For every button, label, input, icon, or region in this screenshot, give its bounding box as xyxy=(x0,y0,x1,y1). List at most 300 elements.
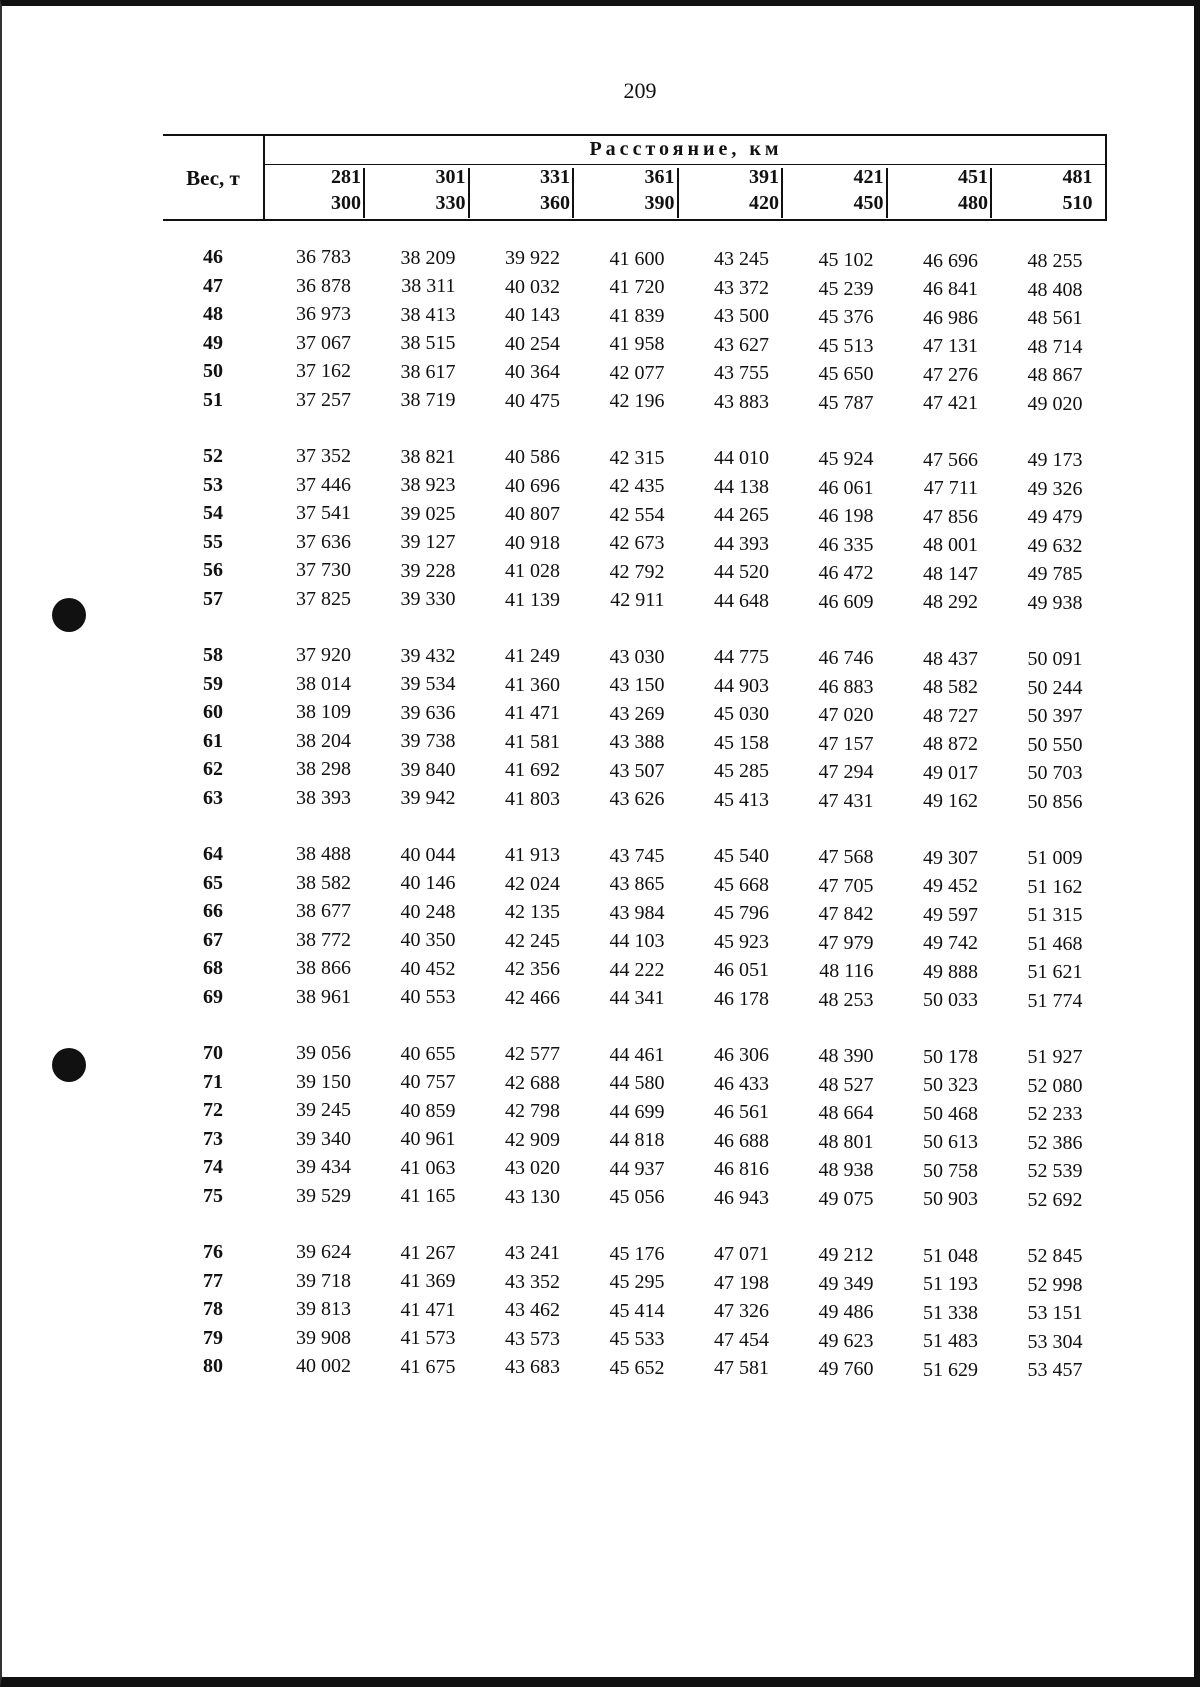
weight-cell: 65 xyxy=(203,871,223,894)
value-cell: 39 025 xyxy=(400,502,456,525)
weight-cell: 57 xyxy=(203,587,223,610)
value-cell: 42 688 xyxy=(505,1071,560,1094)
value-cell: 44 903 xyxy=(714,674,769,697)
value-cell: 50 323 xyxy=(923,1074,978,1097)
table-row xyxy=(163,673,1107,702)
value-cell: 51 629 xyxy=(923,1358,978,1381)
value-cell: 44 775 xyxy=(714,646,769,669)
table-row xyxy=(163,502,1107,531)
distance-column-header xyxy=(892,166,996,219)
value-cell: 48 408 xyxy=(1027,278,1083,301)
value-cell: 38 109 xyxy=(296,701,351,723)
value-cell: 45 540 xyxy=(714,845,769,868)
value-cell: 47 326 xyxy=(714,1300,769,1323)
value-cell: 49 020 xyxy=(1027,392,1083,415)
value-cell: 38 393 xyxy=(296,786,351,809)
value-cell: 49 938 xyxy=(1027,591,1083,614)
distance-underline xyxy=(265,164,1107,165)
value-cell: 43 573 xyxy=(505,1327,560,1350)
value-cell: 49 623 xyxy=(818,1329,874,1352)
value-cell: 44 265 xyxy=(714,504,769,527)
range-to: 510 xyxy=(1062,192,1093,214)
distance-column-header xyxy=(370,166,474,219)
value-cell: 41 249 xyxy=(505,645,560,668)
value-cell: 43 883 xyxy=(714,390,769,413)
value-cell: 41 600 xyxy=(609,247,665,270)
value-cell: 43 020 xyxy=(505,1157,560,1180)
value-cell: 52 998 xyxy=(1027,1273,1083,1296)
value-cell: 51 048 xyxy=(923,1244,978,1267)
value-cell: 46 561 xyxy=(714,1101,769,1124)
value-cell: 43 150 xyxy=(609,674,665,697)
value-cell: 47 581 xyxy=(714,1357,769,1380)
table-row xyxy=(163,1071,1107,1100)
value-cell: 50 244 xyxy=(1027,676,1083,699)
value-cell: 44 222 xyxy=(609,958,665,981)
value-cell: 42 909 xyxy=(505,1128,560,1151)
value-cell: 52 233 xyxy=(1027,1103,1083,1126)
value-cell: 42 135 xyxy=(505,901,560,924)
value-cell: 38 014 xyxy=(296,672,351,695)
table-row xyxy=(163,474,1107,503)
value-cell: 46 198 xyxy=(818,505,874,527)
value-cell: 37 162 xyxy=(296,360,351,382)
value-cell: 51 193 xyxy=(923,1273,978,1296)
row-group xyxy=(163,1241,1107,1384)
value-cell: 49 452 xyxy=(923,875,978,898)
value-cell: 42 792 xyxy=(609,560,665,583)
value-cell: 50 550 xyxy=(1027,733,1083,756)
value-cell: 45 787 xyxy=(818,391,874,414)
value-cell: 53 304 xyxy=(1027,1330,1083,1353)
punch-hole xyxy=(52,1048,86,1082)
value-cell: 41 139 xyxy=(505,588,560,611)
value-cell: 45 376 xyxy=(818,306,874,328)
value-cell: 40 248 xyxy=(400,900,456,923)
range-to: 390 xyxy=(644,192,675,214)
weight-cell: 47 xyxy=(203,274,223,297)
value-cell: 39 330 xyxy=(400,588,456,611)
value-cell: 42 673 xyxy=(609,532,665,555)
range-from: 481 xyxy=(1062,166,1093,188)
value-cell: 37 825 xyxy=(296,587,351,610)
distance-column-header xyxy=(579,166,683,219)
value-cell: 43 865 xyxy=(609,873,665,896)
weight-cell: 77 xyxy=(203,1269,223,1292)
value-cell: 53 151 xyxy=(1027,1302,1083,1325)
value-cell: 50 033 xyxy=(923,989,978,1012)
value-cell: 51 162 xyxy=(1027,875,1083,898)
value-cell: 39 432 xyxy=(400,644,456,667)
weight-cell: 61 xyxy=(203,729,223,752)
value-cell: 47 131 xyxy=(923,335,978,358)
value-cell: 39 056 xyxy=(296,1042,351,1064)
range-to: 360 xyxy=(540,192,570,214)
value-cell: 36 783 xyxy=(296,246,351,268)
distance-column-header xyxy=(265,166,369,219)
weight-cell: 80 xyxy=(203,1355,223,1377)
value-cell: 48 664 xyxy=(818,1102,874,1124)
value-cell: 38 821 xyxy=(400,445,456,468)
value-cell: 43 683 xyxy=(505,1356,560,1379)
value-cell: 47 198 xyxy=(714,1271,769,1294)
value-cell: 40 475 xyxy=(505,389,560,412)
value-cell: 52 539 xyxy=(1027,1160,1083,1183)
range-to: 330 xyxy=(435,192,466,214)
value-cell: 43 755 xyxy=(714,362,769,385)
range-to: 420 xyxy=(749,192,779,214)
table-row xyxy=(163,843,1107,872)
value-cell: 45 030 xyxy=(714,703,769,726)
value-cell: 37 067 xyxy=(296,331,351,354)
value-cell: 44 103 xyxy=(609,930,665,953)
value-cell: 37 446 xyxy=(296,473,351,496)
value-cell: 38 515 xyxy=(400,332,456,355)
value-cell: 45 923 xyxy=(714,930,769,953)
page-number: 209 xyxy=(623,78,657,103)
value-cell: 47 294 xyxy=(818,761,874,783)
weight-cell: 66 xyxy=(203,900,223,922)
table-row xyxy=(163,986,1107,1015)
table-row xyxy=(163,275,1107,304)
table-row xyxy=(163,360,1107,389)
value-cell: 52 692 xyxy=(1027,1188,1083,1211)
value-cell: 44 818 xyxy=(609,1129,665,1152)
column-tick xyxy=(781,168,783,218)
value-cell: 42 554 xyxy=(609,503,665,526)
value-cell: 45 668 xyxy=(714,873,769,896)
value-cell: 48 872 xyxy=(923,733,978,756)
value-cell: 47 071 xyxy=(714,1243,769,1266)
value-cell: 48 714 xyxy=(1027,335,1083,358)
value-cell: 48 390 xyxy=(818,1045,874,1067)
value-cell: 49 785 xyxy=(1027,563,1083,586)
weight-cell: 70 xyxy=(203,1042,223,1064)
value-cell: 47 276 xyxy=(923,363,978,386)
value-cell: 49 326 xyxy=(1027,477,1083,500)
value-cell: 38 923 xyxy=(400,474,456,497)
value-cell: 43 500 xyxy=(714,305,769,328)
column-tick xyxy=(677,168,679,218)
range-from: 281 xyxy=(331,166,361,188)
value-cell: 40 807 xyxy=(505,503,560,526)
value-cell: 47 157 xyxy=(818,732,874,755)
value-cell: 44 461 xyxy=(609,1043,665,1066)
value-cell: 37 352 xyxy=(296,445,351,467)
weight-cell: 71 xyxy=(203,1070,223,1093)
weight-cell: 52 xyxy=(203,445,223,467)
value-cell: 40 859 xyxy=(400,1099,456,1122)
weight-cell: 76 xyxy=(203,1241,223,1263)
value-cell: 40 757 xyxy=(400,1071,456,1094)
weight-cell: 55 xyxy=(203,530,223,553)
value-cell: 51 774 xyxy=(1027,989,1083,1012)
value-cell: 39 529 xyxy=(296,1184,351,1207)
range-from: 451 xyxy=(958,166,988,188)
value-cell: 48 292 xyxy=(923,591,978,614)
value-cell: 43 388 xyxy=(609,731,665,754)
value-cell: 38 866 xyxy=(296,957,351,979)
value-cell: 46 841 xyxy=(923,278,978,301)
value-cell: 49 212 xyxy=(818,1244,874,1266)
value-cell: 42 466 xyxy=(505,986,560,1009)
value-cell: 43 352 xyxy=(505,1270,560,1293)
value-cell: 43 245 xyxy=(714,248,769,271)
value-cell: 52 845 xyxy=(1027,1245,1083,1268)
weight-cell: 68 xyxy=(203,957,223,979)
distance-title: Расстояние, км xyxy=(589,138,783,160)
range-to: 450 xyxy=(853,192,884,214)
value-cell: 50 758 xyxy=(923,1159,978,1182)
value-cell: 51 315 xyxy=(1027,904,1083,927)
value-cell: 42 196 xyxy=(609,390,665,413)
value-cell: 50 178 xyxy=(923,1045,978,1068)
value-cell: 38 311 xyxy=(401,275,456,298)
value-cell: 41 581 xyxy=(505,730,560,753)
value-cell: 45 158 xyxy=(714,731,769,754)
value-cell: 39 434 xyxy=(296,1156,351,1178)
value-cell: 42 077 xyxy=(609,361,665,384)
value-cell: 43 745 xyxy=(609,844,665,867)
value-cell: 48 253 xyxy=(818,988,874,1011)
value-cell: 40 350 xyxy=(400,929,456,952)
value-cell: 46 816 xyxy=(714,1158,769,1181)
value-cell: 51 009 xyxy=(1027,847,1083,870)
value-cell: 48 255 xyxy=(1027,250,1083,273)
weight-cell: 54 xyxy=(203,502,223,524)
weight-cell: 63 xyxy=(203,786,223,809)
value-cell: 47 421 xyxy=(923,392,978,415)
punch-hole xyxy=(52,598,86,632)
value-cell: 40 961 xyxy=(400,1128,456,1151)
value-cell: 49 632 xyxy=(1027,534,1083,557)
weight-cell: 50 xyxy=(203,360,223,382)
table-header xyxy=(163,134,1107,221)
value-cell: 45 533 xyxy=(609,1328,665,1351)
value-cell: 39 624 xyxy=(296,1241,351,1263)
value-cell: 41 839 xyxy=(609,304,665,327)
value-cell: 46 472 xyxy=(818,562,874,584)
table-row xyxy=(163,332,1107,361)
value-cell: 45 295 xyxy=(609,1271,665,1294)
row-group xyxy=(163,843,1107,1014)
value-cell: 39 908 xyxy=(296,1326,351,1349)
value-cell: 38 961 xyxy=(296,985,351,1008)
value-cell: 48 437 xyxy=(923,647,978,670)
value-cell: 41 471 xyxy=(505,702,560,725)
value-cell: 48 867 xyxy=(1027,364,1083,387)
range-from: 391 xyxy=(749,166,779,188)
value-cell: 46 609 xyxy=(818,590,874,613)
value-cell: 45 513 xyxy=(818,334,874,357)
column-tick xyxy=(990,168,992,218)
value-cell: 44 138 xyxy=(714,475,769,498)
table-row xyxy=(163,1241,1107,1270)
weight-cell: 56 xyxy=(203,559,223,581)
value-cell: 47 431 xyxy=(818,789,874,812)
value-cell: 44 699 xyxy=(609,1100,665,1123)
value-cell: 43 984 xyxy=(609,901,665,924)
weight-cell: 49 xyxy=(203,331,223,354)
table-row xyxy=(163,872,1107,901)
value-cell: 38 617 xyxy=(400,360,456,383)
value-cell: 43 241 xyxy=(505,1242,560,1265)
value-cell: 49 597 xyxy=(923,903,978,926)
value-cell: 45 413 xyxy=(714,788,769,811)
value-cell: 48 527 xyxy=(818,1073,874,1096)
table-row xyxy=(163,1355,1107,1384)
value-cell: 49 017 xyxy=(923,761,978,784)
value-cell: 41 573 xyxy=(400,1327,456,1350)
value-cell: 46 051 xyxy=(714,959,769,982)
value-cell: 41 913 xyxy=(505,844,560,867)
table-row xyxy=(163,1042,1107,1071)
table-row xyxy=(163,701,1107,730)
value-cell: 40 452 xyxy=(400,957,456,980)
value-cell: 46 688 xyxy=(714,1129,769,1152)
value-cell: 50 903 xyxy=(923,1188,978,1211)
value-cell: 47 454 xyxy=(714,1328,769,1351)
value-cell: 46 306 xyxy=(714,1044,769,1067)
value-cell: 48 582 xyxy=(923,676,978,699)
value-cell: 52 080 xyxy=(1027,1074,1083,1097)
column-tick xyxy=(468,168,470,218)
value-cell: 38 719 xyxy=(400,389,456,412)
value-cell: 41 165 xyxy=(400,1185,456,1208)
value-cell: 38 209 xyxy=(400,246,456,269)
value-cell: 39 942 xyxy=(400,787,456,810)
value-cell: 50 856 xyxy=(1027,790,1083,813)
table-row xyxy=(163,1185,1107,1214)
value-cell: 39 127 xyxy=(400,531,456,554)
value-cell: 45 414 xyxy=(609,1299,665,1322)
value-cell: 39 718 xyxy=(296,1269,351,1292)
value-cell: 47 856 xyxy=(923,505,978,528)
value-cell: 51 468 xyxy=(1027,932,1083,955)
value-cell: 49 173 xyxy=(1027,449,1083,472)
weight-cell: 64 xyxy=(203,843,223,865)
value-cell: 38 413 xyxy=(400,303,456,326)
value-cell: 45 176 xyxy=(609,1242,665,1265)
value-cell: 41 675 xyxy=(400,1355,456,1378)
value-cell: 40 553 xyxy=(400,986,456,1009)
weight-cell: 69 xyxy=(203,985,223,1008)
weight-cell: 74 xyxy=(203,1156,223,1178)
weight-cell: 62 xyxy=(203,758,223,780)
table-row xyxy=(163,1298,1107,1327)
value-cell: 43 627 xyxy=(714,333,769,356)
weight-cell: 48 xyxy=(203,303,223,325)
value-cell: 40 143 xyxy=(505,304,560,327)
value-cell: 37 920 xyxy=(296,644,351,666)
value-cell: 40 146 xyxy=(400,872,456,895)
weight-cell: 60 xyxy=(203,701,223,723)
value-cell: 42 435 xyxy=(609,475,665,498)
value-cell: 36 878 xyxy=(296,274,351,297)
value-cell: 51 483 xyxy=(923,1330,978,1353)
value-cell: 49 742 xyxy=(923,932,978,955)
value-cell: 42 356 xyxy=(505,958,560,981)
value-cell: 48 147 xyxy=(923,562,978,585)
weight-cell: 67 xyxy=(203,928,223,951)
table-row xyxy=(163,559,1107,588)
value-cell: 37 730 xyxy=(296,559,351,581)
value-cell: 48 727 xyxy=(923,704,978,727)
table-row xyxy=(163,1099,1107,1128)
value-cell: 49 075 xyxy=(818,1187,874,1210)
value-cell: 40 696 xyxy=(505,474,560,497)
value-cell: 41 958 xyxy=(609,333,665,356)
range-to: 480 xyxy=(958,192,988,214)
value-cell: 39 534 xyxy=(400,673,456,696)
value-cell: 39 340 xyxy=(296,1127,351,1150)
table-row xyxy=(163,1128,1107,1157)
value-cell: 50 468 xyxy=(923,1102,978,1125)
value-cell: 49 888 xyxy=(923,960,978,983)
value-cell: 40 364 xyxy=(505,361,560,384)
value-cell: 45 652 xyxy=(609,1356,665,1379)
value-cell: 49 479 xyxy=(1027,506,1083,529)
table-row xyxy=(163,303,1107,332)
value-cell: 38 772 xyxy=(296,928,351,951)
distance-column-header xyxy=(997,166,1101,219)
value-cell: 43 030 xyxy=(609,645,665,668)
table-row xyxy=(163,787,1107,816)
range-from: 421 xyxy=(853,166,884,188)
column-tick xyxy=(363,168,365,218)
weight-cell: 58 xyxy=(203,644,223,666)
value-cell: 41 360 xyxy=(505,673,560,696)
row-group xyxy=(163,445,1107,616)
range-from: 331 xyxy=(540,166,570,188)
value-cell: 43 372 xyxy=(714,276,769,299)
table-row xyxy=(163,588,1107,617)
value-cell: 45 796 xyxy=(714,902,769,925)
value-cell: 45 650 xyxy=(818,363,874,385)
value-cell: 47 711 xyxy=(923,477,978,500)
column-tick xyxy=(886,168,888,218)
row-group xyxy=(163,246,1107,417)
value-cell: 53 457 xyxy=(1027,1359,1083,1382)
value-cell: 41 063 xyxy=(400,1156,456,1179)
value-cell: 47 568 xyxy=(818,846,874,868)
value-cell: 40 655 xyxy=(400,1042,456,1065)
value-cell: 48 938 xyxy=(818,1159,874,1181)
value-cell: 41 471 xyxy=(400,1298,456,1321)
value-cell: 37 257 xyxy=(296,388,351,411)
value-cell: 46 178 xyxy=(714,987,769,1010)
table-row xyxy=(163,445,1107,474)
value-cell: 41 692 xyxy=(505,759,560,782)
range-from: 301 xyxy=(435,166,466,188)
value-cell: 40 032 xyxy=(505,275,560,298)
value-cell: 40 918 xyxy=(505,531,560,554)
table-row xyxy=(163,929,1107,958)
value-cell: 39 245 xyxy=(296,1099,351,1121)
value-cell: 40 586 xyxy=(505,446,560,469)
value-cell: 38 204 xyxy=(296,729,351,752)
value-cell: 41 720 xyxy=(609,276,665,299)
value-cell: 38 582 xyxy=(296,871,351,894)
value-cell: 49 760 xyxy=(818,1358,874,1380)
value-cell: 41 369 xyxy=(400,1270,456,1293)
table-row xyxy=(163,1156,1107,1185)
value-cell: 46 986 xyxy=(923,306,978,329)
value-cell: 38 488 xyxy=(296,843,351,865)
value-cell: 42 245 xyxy=(505,929,560,952)
value-cell: 42 024 xyxy=(505,872,560,895)
value-cell: 47 842 xyxy=(818,903,874,925)
